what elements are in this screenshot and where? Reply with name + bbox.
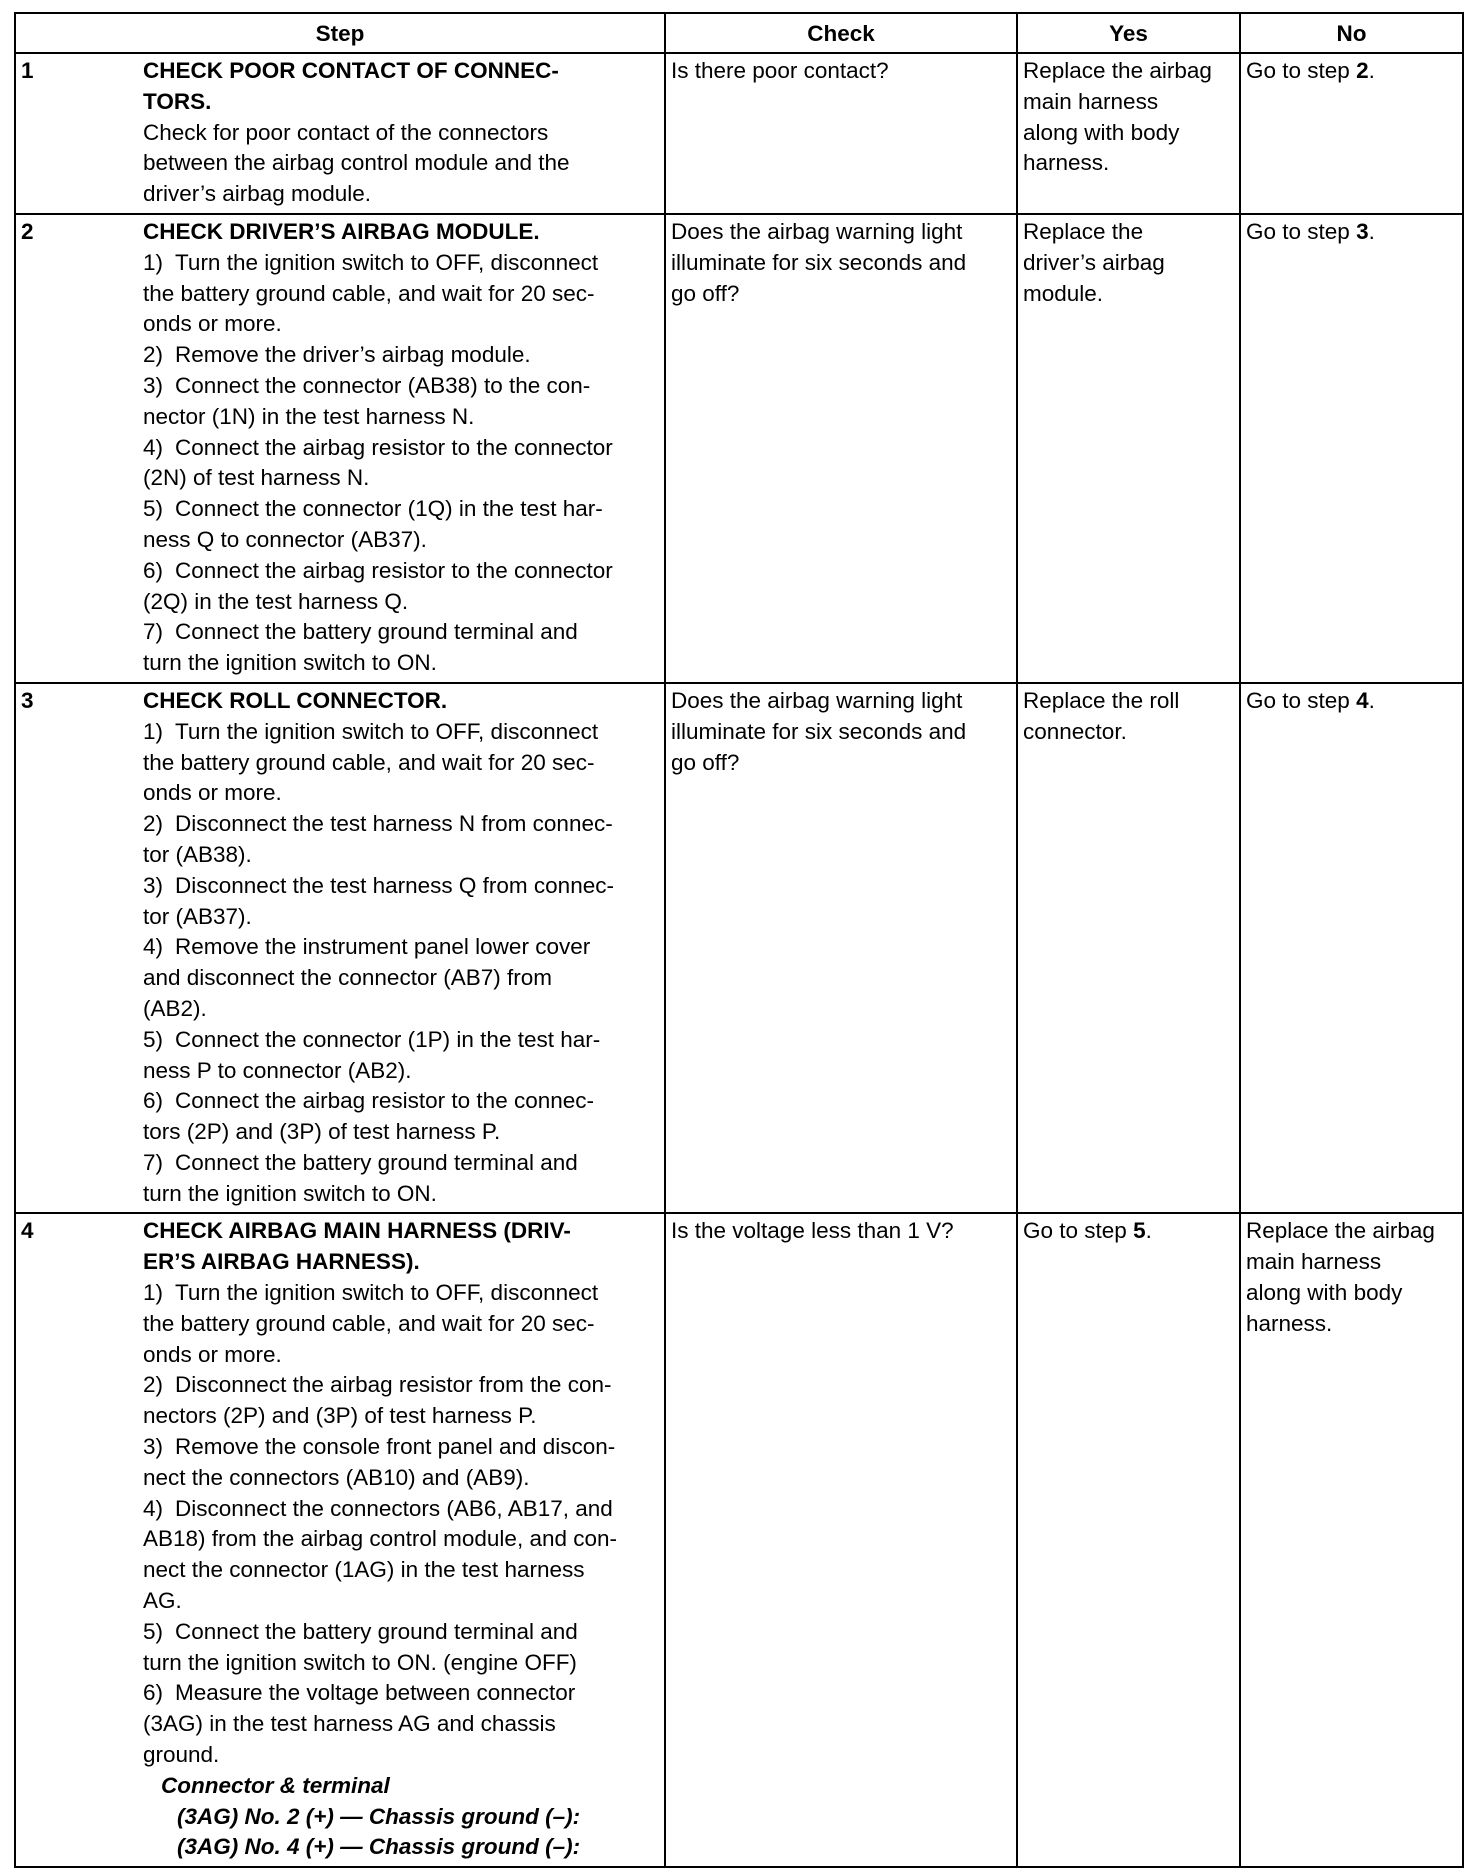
instruction: [143, 1025, 659, 1056]
instruction-text: nect the connectors (AB10) and (AB9).: [143, 1464, 530, 1490]
goto-suffix: .: [1368, 58, 1375, 83]
diagnostic-table: [14, 12, 1464, 1868]
instruction-text: Turn the ignition switch to OFF, disconnect: [175, 718, 599, 744]
instruction-text: Connect the battery ground terminal and: [175, 1149, 578, 1175]
instruction-text: Connect the connector (1Q) in the test har-: [175, 496, 603, 522]
instruction: [143, 556, 659, 587]
yes-cell: [1017, 1213, 1240, 1867]
instruction-text: turn the ignition switch to ON. (engine OFF): [143, 1649, 577, 1675]
instruction-text: Connect the connector (1P) in the test har-: [175, 1026, 601, 1052]
instruction-text: Remove the console front panel and discon-: [175, 1434, 616, 1460]
instruction-number: 5): [143, 496, 164, 522]
instruction: [143, 1370, 659, 1401]
header-check: Check: [665, 13, 1017, 53]
no-text: harness.: [1246, 1310, 1333, 1336]
goto-step-number: 2: [1356, 58, 1369, 83]
instruction-text: nect the connector (1AG) in the test harness: [143, 1557, 585, 1583]
instruction-text: ness P to connector (AB2).: [143, 1057, 412, 1083]
yes-text: harness.: [1023, 150, 1110, 176]
instruction: [143, 809, 659, 840]
yes-cell: [1017, 53, 1240, 214]
no-text: along with body: [1246, 1280, 1403, 1306]
instruction: [143, 1678, 659, 1709]
instruction-number: 2): [143, 811, 164, 837]
instruction-text: turn the ignition switch to ON.: [143, 650, 437, 676]
check-cell: [665, 1213, 1017, 1867]
no-text: Replace the airbag: [1246, 1218, 1435, 1244]
instruction: [143, 617, 659, 648]
check-text: go off?: [671, 280, 740, 306]
instruction-number: 2): [143, 1372, 164, 1398]
goto-prefix: Go to step: [1023, 1218, 1134, 1244]
goto-step-number: 3: [1356, 218, 1369, 244]
step-number: 4: [21, 1218, 34, 1244]
instruction-number: 5): [143, 1026, 164, 1052]
instruction-number: 3): [143, 872, 164, 898]
goto-step-number: 4: [1356, 687, 1369, 713]
instruction-text: (3AG) in the test harness AG and chassis: [143, 1711, 556, 1737]
instruction-text: AB18) from the airbag control module, and con-: [143, 1526, 618, 1552]
instruction: [143, 1148, 659, 1179]
step-description: driver’s airbag module.: [143, 181, 372, 207]
check-text: Does the airbag warning light: [671, 218, 963, 244]
instruction-text: Connect the airbag resistor to the connector: [175, 557, 613, 583]
instruction-text: ness Q to connector (AB37).: [143, 526, 427, 552]
instruction-text: Measure the voltage between connector: [175, 1680, 576, 1706]
step-title: ER’S AIRBAG HARNESS).: [143, 1249, 420, 1275]
step-cell: [15, 53, 665, 214]
step-title: CHECK AIRBAG MAIN HARNESS (DRIV-: [143, 1218, 571, 1244]
instruction-text: the battery ground cable, and wait for 20 sec-: [143, 749, 595, 775]
yes-text: connector.: [1023, 718, 1127, 744]
check-text: Does the airbag warning light: [671, 687, 963, 713]
instruction-text: the battery ground cable, and wait for 20 sec-: [143, 280, 595, 306]
header-step: Step: [15, 13, 665, 53]
check-text: Is there poor contact?: [671, 58, 889, 83]
instruction: [143, 494, 659, 525]
instruction-number: 5): [143, 1618, 164, 1644]
connector-terminal-line: (3AG) No. 2 (+) — Chassis ground (–):: [177, 1803, 581, 1829]
instruction-text: Disconnect the test harness Q from connec-: [175, 872, 614, 898]
instruction-number: 6): [143, 557, 164, 583]
no-cell: [1240, 214, 1463, 683]
check-text: illuminate for six seconds and: [671, 718, 967, 744]
yes-text: driver’s airbag: [1023, 249, 1165, 275]
goto-suffix: .: [1368, 687, 1375, 713]
instruction: [143, 1432, 659, 1463]
instruction-text: Remove the driver’s airbag module.: [175, 342, 531, 368]
yes-cell: [1017, 683, 1240, 1214]
instruction-text: onds or more.: [143, 1341, 282, 1367]
instruction-text: and disconnect the connector (AB7) from: [143, 965, 552, 991]
step-number: 2: [21, 218, 34, 244]
step-cell: [15, 1213, 665, 1867]
goto-prefix: Go to step: [1246, 687, 1357, 713]
instruction-text: nector (1N) in the test harness N.: [143, 403, 475, 429]
instruction: [143, 1278, 659, 1309]
instruction: [143, 340, 659, 371]
instruction-text: Disconnect the connectors (AB6, AB17, and: [175, 1495, 613, 1521]
instruction-number: 6): [143, 1088, 164, 1114]
step-cell: [15, 214, 665, 683]
no-cell: [1240, 683, 1463, 1214]
step-number: 1: [21, 58, 34, 83]
instruction-text: Connect the battery ground terminal and: [175, 619, 578, 645]
instruction: [143, 248, 659, 279]
instruction-number: 3): [143, 1434, 164, 1460]
instruction-number: 3): [143, 372, 164, 398]
instruction-text: nectors (2P) and (3P) of test harness P.: [143, 1403, 537, 1429]
instruction-text: Connect the connector (AB38) to the con-: [175, 372, 591, 398]
check-cell: [665, 683, 1017, 1214]
step-cell: [15, 683, 665, 1214]
instruction-text: onds or more.: [143, 780, 282, 806]
instruction-number: 1): [143, 718, 164, 744]
instruction-number: 6): [143, 1680, 164, 1706]
instruction-text: tors (2P) and (3P) of test harness P.: [143, 1119, 501, 1145]
diagnostic-table-container: [14, 12, 1462, 1868]
instruction-number: 4): [143, 434, 164, 460]
instruction-text: Connect the airbag resistor to the connec-: [175, 1088, 595, 1114]
instruction: [143, 871, 659, 902]
table-row: [15, 1213, 1463, 1867]
table-row: [15, 683, 1463, 1214]
instruction-text: (AB2).: [143, 995, 207, 1021]
instruction-text: Connect the battery ground terminal and: [175, 1618, 578, 1644]
instruction-number: 7): [143, 619, 164, 645]
yes-text: along with body: [1023, 119, 1180, 145]
header-no: No: [1240, 13, 1463, 53]
header-row: [15, 13, 1463, 53]
goto-step-number: 5: [1133, 1218, 1146, 1244]
instruction-text: AG.: [143, 1588, 182, 1614]
instruction: [143, 717, 659, 748]
check-text: illuminate for six seconds and: [671, 249, 967, 275]
instruction: [143, 1086, 659, 1117]
instruction-number: 7): [143, 1149, 164, 1175]
instruction-text: tor (AB38).: [143, 841, 252, 867]
instruction: [143, 1494, 659, 1525]
header-yes: Yes: [1017, 13, 1240, 53]
instruction-number: 2): [143, 342, 164, 368]
goto-prefix: Go to step: [1246, 218, 1357, 244]
check-text: go off?: [671, 749, 740, 775]
instruction-text: (2Q) in the test harness Q.: [143, 588, 409, 614]
instruction-text: tor (AB37).: [143, 903, 252, 929]
instruction-text: Turn the ignition switch to OFF, disconnect: [175, 1280, 599, 1306]
instruction-text: Remove the instrument panel lower cover: [175, 934, 591, 960]
goto-suffix: .: [1145, 1218, 1152, 1244]
step-title: TORS.: [143, 88, 212, 114]
no-text: main harness: [1246, 1249, 1382, 1275]
step-description: Check for poor contact of the connectors: [143, 119, 549, 145]
yes-text: main harness: [1023, 88, 1159, 114]
instruction-text: Disconnect the test harness N from connec-: [175, 811, 613, 837]
connector-terminal-line: (3AG) No. 4 (+) — Chassis ground (–):: [177, 1834, 581, 1860]
check-cell: [665, 214, 1017, 683]
instruction-text: (2N) of test harness N.: [143, 465, 370, 491]
instruction-number: 4): [143, 934, 164, 960]
yes-cell: [1017, 214, 1240, 683]
instruction-number: 1): [143, 249, 164, 275]
goto-suffix: .: [1368, 218, 1375, 244]
goto-prefix: Go to step: [1246, 58, 1357, 83]
step-title: CHECK POOR CONTACT OF CONNEC-: [143, 58, 559, 83]
yes-text: Replace the roll: [1023, 687, 1180, 713]
table-row: [15, 53, 1463, 214]
step-description: between the airbag control module and the: [143, 150, 570, 176]
no-cell: [1240, 53, 1463, 214]
check-text: Is the voltage less than 1 V?: [671, 1218, 954, 1244]
instruction-text: Turn the ignition switch to OFF, disconnect: [175, 249, 599, 275]
table-row: [15, 214, 1463, 683]
instruction-text: ground.: [143, 1742, 220, 1768]
instruction-number: 4): [143, 1495, 164, 1521]
instruction: [143, 433, 659, 464]
yes-text: module.: [1023, 280, 1104, 306]
connector-terminal-heading: Connector & terminal: [161, 1772, 390, 1798]
instruction-number: 1): [143, 1280, 164, 1306]
instruction-text: Connect the airbag resistor to the connector: [175, 434, 613, 460]
yes-text: Replace the: [1023, 218, 1144, 244]
step-number: 3: [21, 687, 34, 713]
no-cell: [1240, 1213, 1463, 1867]
instruction-text: turn the ignition switch to ON.: [143, 1180, 437, 1206]
instruction-text: onds or more.: [143, 311, 282, 337]
check-cell: [665, 53, 1017, 214]
yes-text: Replace the airbag: [1023, 58, 1212, 83]
instruction: [143, 1617, 659, 1648]
step-title: CHECK DRIVER’S AIRBAG MODULE.: [143, 218, 540, 244]
instruction: [143, 932, 659, 963]
instruction-text: the battery ground cable, and wait for 20 sec-: [143, 1310, 595, 1336]
instruction-text: Disconnect the airbag resistor from the con-: [175, 1372, 612, 1398]
step-title: CHECK ROLL CONNECTOR.: [143, 687, 448, 713]
instruction: [143, 371, 659, 402]
